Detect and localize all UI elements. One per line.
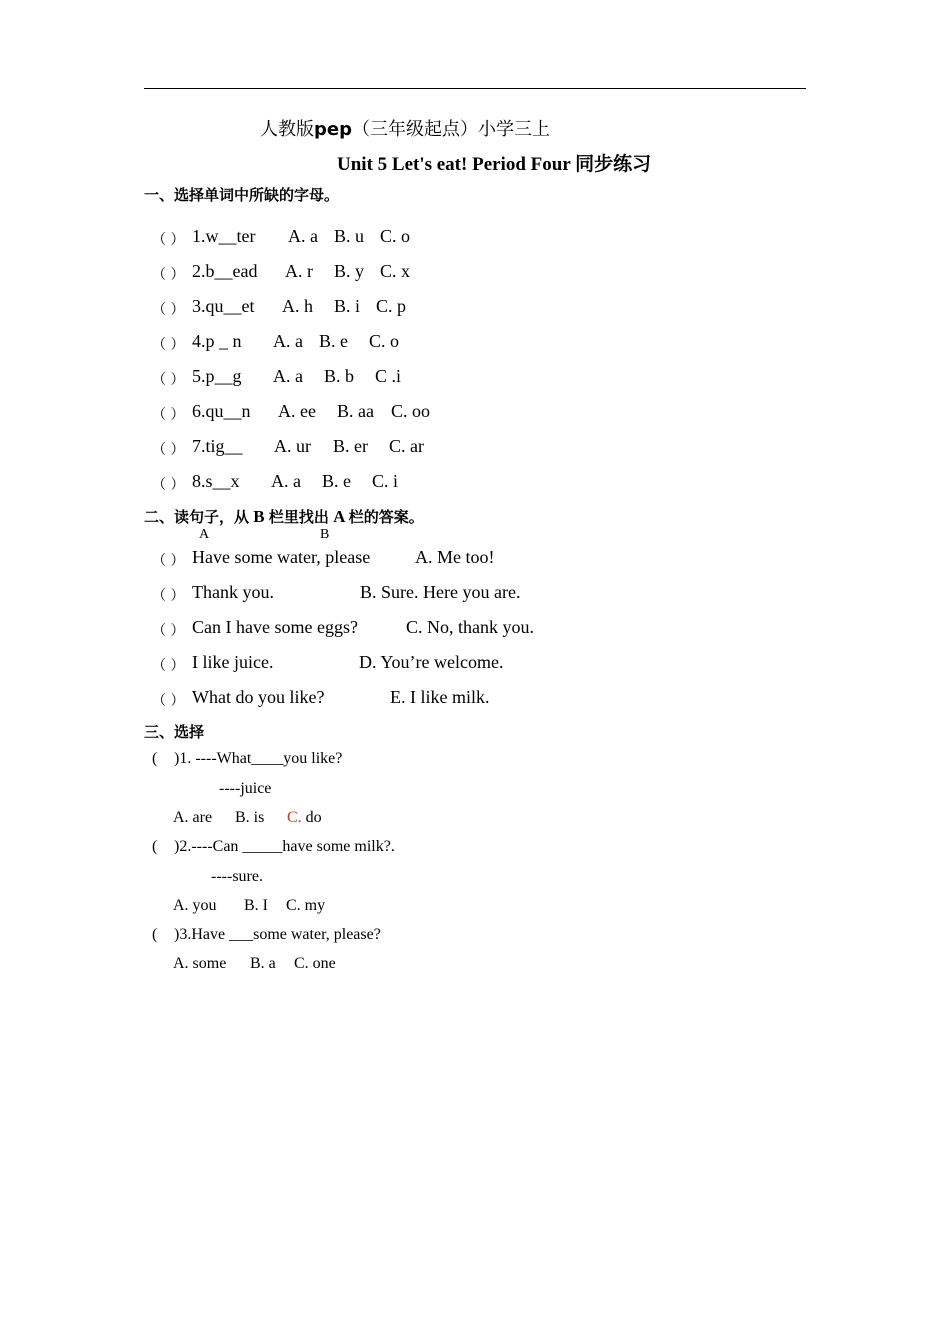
q2-option-a: A. you xyxy=(173,897,217,914)
question-text: 6.qu__n xyxy=(192,401,251,421)
q1-reply: ----juice xyxy=(219,780,272,797)
answer-paren: （ ） xyxy=(152,372,185,388)
question-text: 8.s__x xyxy=(192,471,240,491)
q1-stem: )1. ----What____you like? xyxy=(174,750,343,767)
option-b: B. b xyxy=(324,366,355,386)
section-2-heading: 二、读句子，从 B 栏里找出 A 栏的答案。 xyxy=(144,507,424,526)
column-b-answer: A. Me too! xyxy=(415,547,495,567)
answer-paren: （ ） xyxy=(152,477,185,493)
q3-option-a: A. some xyxy=(173,955,227,972)
q1-open-paren: ( xyxy=(152,750,158,767)
answer-paren: （ ） xyxy=(152,658,185,674)
answer-paren: （ ） xyxy=(152,302,185,318)
column-b-label: B xyxy=(320,527,330,542)
section-1-heading: 一、选择单词中所缺的字母。 xyxy=(144,186,340,204)
column-a-label: A xyxy=(199,527,210,542)
answer-paren: （ ） xyxy=(152,588,185,604)
column-a-sentence: Thank you. xyxy=(192,582,274,602)
column-a-sentence: I like juice. xyxy=(192,652,274,672)
answer-paren: （ ） xyxy=(152,693,185,709)
q3-option-c: C. one xyxy=(294,955,336,972)
question-text: 1.w__ter xyxy=(192,226,256,246)
answer-paren: （ ） xyxy=(152,267,185,283)
q3-option-b: B. a xyxy=(250,955,276,972)
option-c: C .i xyxy=(375,366,402,386)
option-c: C. x xyxy=(380,261,411,281)
option-a: A. a xyxy=(273,331,303,351)
column-b-answer: E. I like milk. xyxy=(390,687,490,707)
column-b-answer: D. You’re welcome. xyxy=(359,652,504,672)
q1-option-b: B. is xyxy=(235,809,265,826)
option-c: C. p xyxy=(376,296,407,316)
option-b: B. e xyxy=(319,331,348,351)
question-text: 5.p__g xyxy=(192,366,242,386)
option-a: A. r xyxy=(285,261,313,281)
option-a: A. h xyxy=(282,296,313,316)
option-b: B. aa xyxy=(337,401,374,421)
option-b: B. er xyxy=(333,436,368,456)
column-a-sentence: Have some water, please xyxy=(192,547,371,567)
option-a: A. ur xyxy=(274,436,311,456)
option-a: A. a xyxy=(288,226,318,246)
q2-stem: )2.----Can _____have some milk?. xyxy=(174,838,395,855)
document-title: 人教版pep（三年级起点）小学三上 xyxy=(260,119,550,140)
option-c: C. o xyxy=(380,226,411,246)
q2-option-c: C. my xyxy=(286,897,326,914)
option-a: A. ee xyxy=(278,401,316,421)
option-a: A. a xyxy=(271,471,301,491)
option-b: B. y xyxy=(334,261,365,281)
q1-option-a: A. are xyxy=(173,809,213,826)
answer-paren: （ ） xyxy=(152,442,185,458)
header-rule xyxy=(144,88,806,89)
answer-paren: （ ） xyxy=(152,337,185,353)
option-c: C. i xyxy=(372,471,399,491)
question-text: 4.p _ n xyxy=(192,331,242,351)
answer-paren: （ ） xyxy=(152,623,185,639)
question-text: 2.b__ead xyxy=(192,261,258,281)
option-c: C. ar xyxy=(389,436,424,456)
question-text: 3.qu__et xyxy=(192,296,255,316)
section-3-heading: 三、选择 xyxy=(144,723,205,741)
q2-reply: ----sure. xyxy=(211,868,263,885)
column-a-sentence: What do you like? xyxy=(192,687,325,707)
answer-paren: （ ） xyxy=(152,553,185,569)
option-a: A. a xyxy=(273,366,303,386)
option-b: B. i xyxy=(334,296,361,316)
column-b-answer: B. Sure. Here you are. xyxy=(360,582,521,602)
option-b: B. u xyxy=(334,226,365,246)
option-c: C. oo xyxy=(391,401,431,421)
option-c: C. o xyxy=(369,331,400,351)
q3-stem: )3.Have ___some water, please? xyxy=(174,926,381,943)
column-b-answer: C. No, thank you. xyxy=(406,617,534,637)
answer-paren: （ ） xyxy=(152,407,185,423)
answer-paren: （ ） xyxy=(152,232,185,248)
q2-option-b: B. I xyxy=(244,897,268,914)
column-a-sentence: Can I have some eggs? xyxy=(192,617,358,637)
q3-open-paren: ( xyxy=(152,926,158,943)
q1-option-c: C. do xyxy=(287,809,322,826)
option-b: B. e xyxy=(322,471,351,491)
document-subtitle: Unit 5 Let's eat! Period Four 同步练习 xyxy=(337,154,652,175)
question-text: 7.tig__ xyxy=(192,436,243,456)
q2-open-paren: ( xyxy=(152,838,158,855)
